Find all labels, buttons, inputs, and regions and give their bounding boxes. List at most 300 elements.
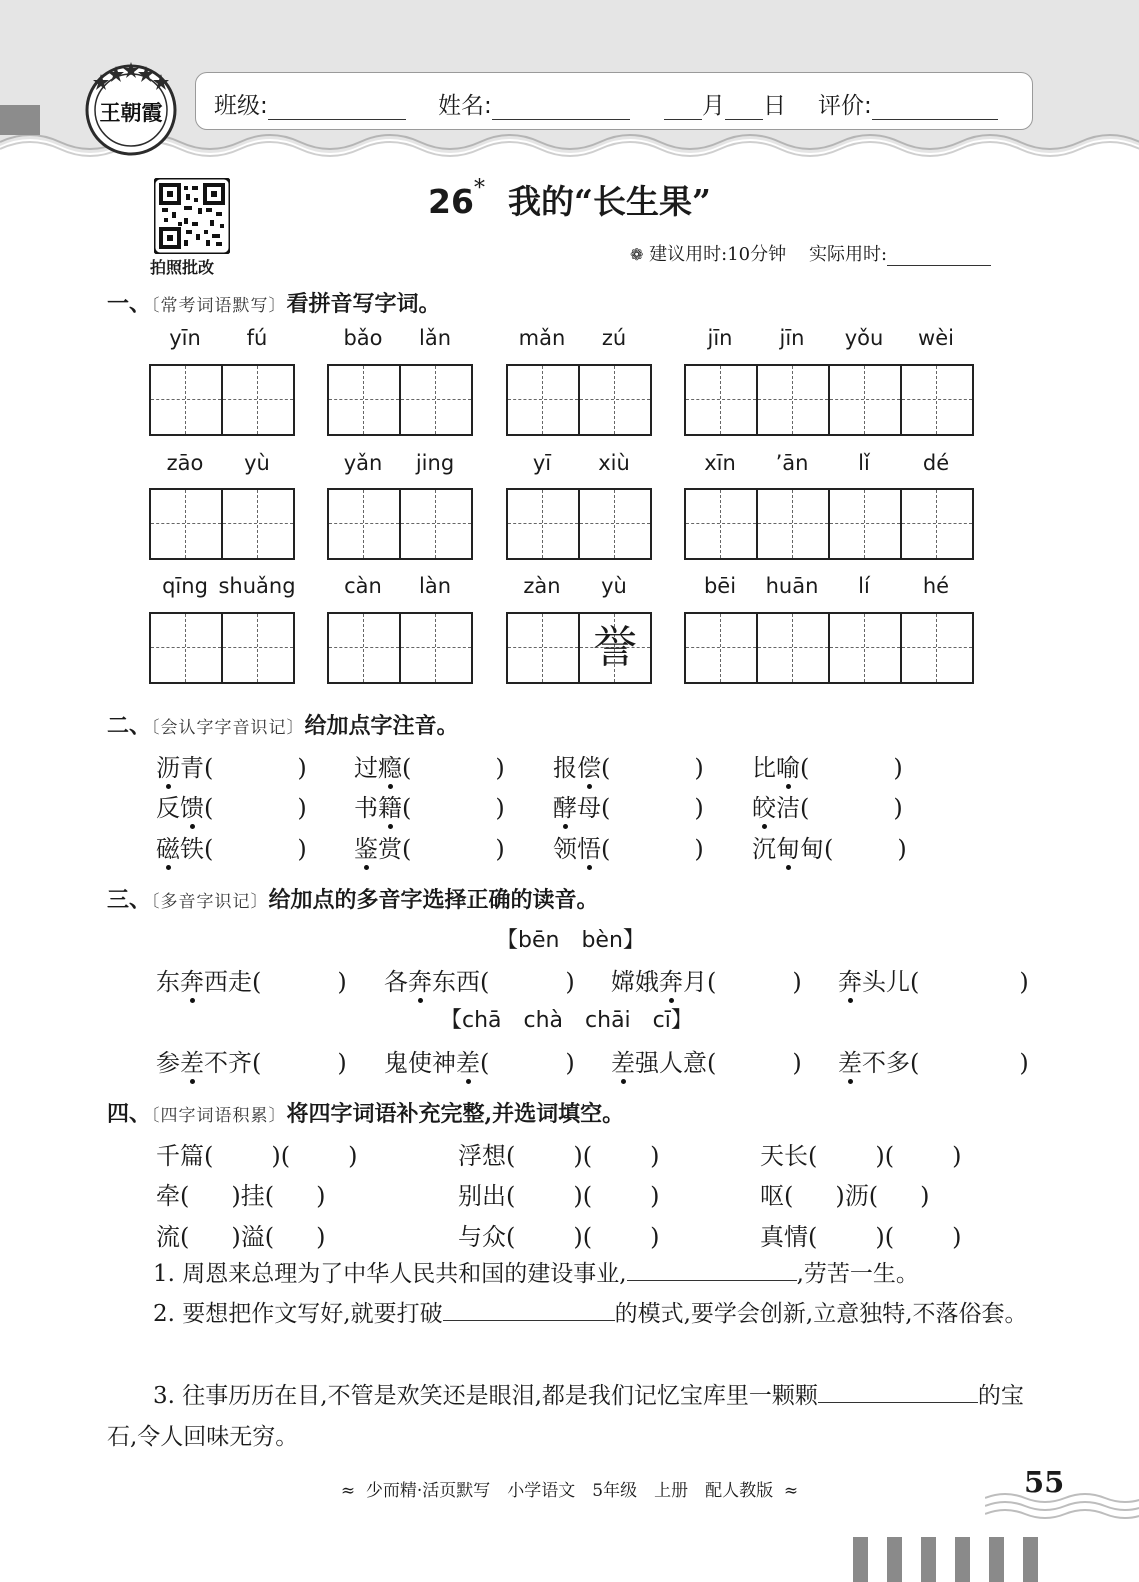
guide-line-horizontal: [508, 647, 578, 648]
paren-close: ): [920, 1182, 930, 1210]
paren-close: ): [316, 1182, 326, 1210]
writing-cell[interactable]: [508, 614, 578, 682]
pinyin-syllable: yǒu: [844, 326, 884, 350]
writing-cell[interactable]: [329, 490, 399, 558]
actual-time-label: 实际用时:: [809, 244, 888, 265]
section-4-instruction: 将四字词语补充完整,并选词填空。: [286, 1101, 625, 1127]
pinyin-syllable: yīn: [169, 326, 201, 350]
writing-grid[interactable]: [684, 612, 974, 684]
paren-close: ): [337, 968, 347, 996]
dotted-character: 磁: [156, 829, 180, 864]
guide-line-horizontal: [902, 647, 972, 648]
idiom-item: [760, 1217, 962, 1252]
word-item: [752, 829, 907, 864]
word-item: [156, 788, 307, 823]
writing-grid[interactable]: [327, 364, 473, 436]
pinyin-syllable: zú: [601, 326, 627, 350]
writing-cell[interactable]: [900, 490, 972, 558]
footer-bar: [921, 1537, 936, 1582]
paren-open: (: [910, 968, 920, 996]
word-prefix: 反: [156, 794, 180, 822]
word-item: [553, 748, 704, 783]
writing-cell[interactable]: [329, 614, 399, 682]
guide-line-horizontal: [151, 399, 221, 400]
paren-close: ): [495, 835, 505, 863]
paren-open: (: [800, 794, 810, 822]
paren-close: ): [573, 1142, 583, 1170]
writing-cell[interactable]: [221, 614, 293, 682]
paren-open: (: [707, 968, 717, 996]
paren-open: (: [204, 794, 214, 822]
guide-line-vertical: [936, 490, 937, 558]
guide-line-vertical: [614, 490, 615, 558]
sentence-1-before: 1. 周恩来总理为了中华人民共和国的建设事业,: [153, 1261, 627, 1287]
word-item: [354, 788, 505, 823]
paren-open: (: [784, 1182, 794, 1210]
writing-cell[interactable]: [329, 366, 399, 434]
word-prefix: 书: [354, 794, 378, 822]
pinyin-syllable: dé: [922, 451, 950, 475]
guide-line-vertical: [257, 614, 258, 682]
paren-open: (: [808, 1142, 818, 1170]
writing-cell[interactable]: [686, 614, 756, 682]
paren-open: (: [264, 1182, 275, 1210]
paren-open: (: [506, 1142, 516, 1170]
idiom-given-part: 天长: [760, 1142, 808, 1170]
paren-close: ): [897, 835, 907, 863]
lesson-star: *: [473, 176, 485, 201]
guide-line-vertical: [542, 490, 543, 558]
writing-cell[interactable]: [828, 366, 900, 434]
guide-line-horizontal: [329, 399, 399, 400]
guide-line-horizontal: [580, 523, 650, 524]
section-2-instruction: 给加点字注音。: [304, 713, 459, 739]
writing-grid[interactable]: [506, 364, 652, 436]
writing-cell[interactable]: [828, 490, 900, 558]
guide-line-vertical: [185, 490, 186, 558]
paren-close: ): [893, 794, 903, 822]
idiom-given-part: 呕: [760, 1182, 784, 1210]
footer-bar: [989, 1537, 1004, 1582]
writing-grid[interactable]: [506, 612, 652, 684]
word-item: [156, 962, 347, 997]
writing-cell[interactable]: [399, 614, 471, 682]
word-suffix: 青: [180, 754, 204, 782]
guide-line-vertical: [936, 614, 937, 682]
writing-cell[interactable]: [900, 366, 972, 434]
word-item: [611, 1043, 802, 1078]
guide-line-horizontal: [401, 523, 471, 524]
word-item: [553, 788, 704, 823]
paren-close: ): [650, 1142, 660, 1170]
idiom-item: [156, 1217, 326, 1252]
writing-grid[interactable]: [327, 488, 473, 560]
pinyin-syllable: jīn: [779, 326, 805, 350]
writing-cell[interactable]: [221, 490, 293, 558]
paren-close: ): [694, 794, 704, 822]
paren-open: (: [506, 1182, 516, 1210]
guide-line-vertical: [363, 614, 364, 682]
idiom-given-part: 流: [156, 1223, 180, 1251]
paren-open: (: [808, 1223, 818, 1251]
guide-line-vertical: [720, 614, 721, 682]
word-item: [384, 962, 575, 997]
section-1-instruction: 看拼音写字词。: [286, 291, 441, 317]
sentence-3-after: 的宝石,令人回味无穷。: [107, 1383, 1024, 1450]
paren-open: (: [582, 1142, 593, 1170]
paren-open: (: [884, 1142, 895, 1170]
guide-line-vertical: [542, 614, 543, 682]
paren-open: (: [264, 1223, 275, 1251]
guide-line-horizontal: [329, 647, 399, 648]
dotted-character: 差: [456, 1043, 480, 1078]
writing-grid[interactable]: [327, 612, 473, 684]
writing-grid[interactable]: [684, 364, 974, 436]
paren-open: (: [280, 1142, 291, 1170]
paren-open: (: [884, 1223, 895, 1251]
idiom-item: [156, 1176, 326, 1211]
pinyin-syllable: lí: [858, 574, 870, 598]
paren-open: (: [480, 968, 490, 996]
qr-caption: 拍照批改: [150, 258, 215, 277]
student-info-box: [195, 72, 1033, 130]
class-label: 班级:: [214, 93, 268, 119]
footer-bar: [887, 1537, 902, 1582]
paren-close: ): [1019, 1049, 1029, 1077]
guide-line-vertical: [864, 490, 865, 558]
dotted-character: 酵: [553, 788, 577, 823]
word-suffix: 母: [577, 794, 601, 822]
day-label: 日: [763, 93, 786, 119]
guide-line-vertical: [185, 614, 186, 682]
dotted-character: 差: [838, 1043, 862, 1078]
paren-open: (: [868, 1182, 879, 1210]
footer-bar: [853, 1537, 868, 1582]
idiom-given-part: 千篇: [156, 1142, 204, 1170]
paren-close: ): [875, 1223, 885, 1251]
pinyin-syllable: shuǎng: [218, 574, 296, 598]
sentence-2-blank[interactable]: [443, 1294, 615, 1321]
footer: [0, 1476, 1139, 1501]
paren-open: (: [204, 1142, 214, 1170]
evaluation-input-line[interactable]: [872, 95, 998, 120]
writing-cell[interactable]: [686, 490, 756, 558]
dotted-character: 奔: [659, 962, 683, 997]
idiom-item: [760, 1136, 962, 1171]
pinyin-syllable: fú: [246, 326, 268, 350]
dotted-character: 瘾: [378, 748, 402, 783]
pinyin-syllable: yù: [244, 451, 270, 475]
word-prefix: 沉: [752, 835, 776, 863]
paren-close: ): [297, 754, 307, 782]
writing-grid[interactable]: [149, 488, 295, 560]
pinyin-syllable: huān: [765, 574, 819, 598]
dotted-character: 悟: [577, 829, 601, 864]
idiom-given-part: 别出: [458, 1182, 506, 1210]
pinyin-syllable: jing: [415, 451, 455, 475]
paren-close: ): [297, 835, 307, 863]
sentence-3-before: 3. 往事历历在目,不管是欢笑还是眼泪,都是我们记忆宝库里一颗颗: [153, 1383, 818, 1409]
guide-line-horizontal: [401, 647, 471, 648]
paren-open: (: [402, 794, 412, 822]
paren-open: (: [180, 1182, 190, 1210]
guide-line-vertical: [864, 366, 865, 434]
paren-open: (: [601, 794, 611, 822]
pinyin-syllable: zāo: [166, 451, 204, 475]
writing-cell[interactable]: [151, 614, 221, 682]
writing-cell[interactable]: [151, 490, 221, 558]
word-suffix: 西走: [204, 968, 252, 996]
idiom-given-part: 浮想: [458, 1142, 506, 1170]
writing-cell[interactable]: [151, 366, 221, 434]
word-item: [752, 748, 903, 783]
wave-left-icon: ≈: [340, 1481, 356, 1501]
guide-line-vertical: [792, 614, 793, 682]
dotted-character: 皎: [752, 788, 776, 823]
day-input-line[interactable]: [725, 95, 763, 120]
writing-grid[interactable]: [684, 488, 974, 560]
lesson-number: 26: [428, 182, 474, 221]
paren-open: (: [800, 754, 810, 782]
paren-open: (: [601, 754, 611, 782]
writing-grid[interactable]: [506, 488, 652, 560]
paren-open: (: [707, 1049, 717, 1077]
name-label: 姓名:: [438, 93, 492, 119]
pinyin-syllable: mǎn: [518, 326, 566, 350]
word-item: [354, 748, 505, 783]
fill-sentence-1: [107, 1254, 1032, 1295]
guide-line-horizontal: [758, 523, 828, 524]
name-input-line[interactable]: [492, 95, 630, 120]
writing-cell[interactable]: [578, 490, 650, 558]
word-prefix: 领: [553, 835, 577, 863]
paren-close: ): [573, 1182, 583, 1210]
section-4-number: 四、: [107, 1101, 152, 1127]
pinyin-syllable: càn: [344, 574, 382, 598]
guide-line-vertical: [614, 366, 615, 434]
guide-line-horizontal: [830, 399, 900, 400]
guide-line-vertical: [435, 366, 436, 434]
writing-cell[interactable]: [756, 490, 828, 558]
writing-grid[interactable]: [149, 364, 295, 436]
paren-close: ): [495, 754, 505, 782]
word-item: [156, 1043, 347, 1078]
guide-line-horizontal: [686, 399, 756, 400]
word-suffix: 甸: [800, 835, 824, 863]
dotted-character: 馈: [180, 788, 204, 823]
idiom-given-part: 沥: [844, 1182, 869, 1210]
section-2-tag: 〔会认字字音识记〕: [151, 718, 305, 738]
idiom-item: [458, 1176, 660, 1211]
word-suffix: 头儿: [862, 968, 910, 996]
guide-line-horizontal: [686, 523, 756, 524]
guide-line-vertical: [435, 490, 436, 558]
paren-open: (: [506, 1223, 516, 1251]
writing-cell[interactable]: [578, 614, 650, 682]
dotted-character: 奔: [838, 962, 862, 997]
section-4-tag: 〔四字词语积累〕: [151, 1106, 287, 1126]
word-suffix: 不齐: [204, 1049, 252, 1077]
writing-cell[interactable]: [686, 366, 756, 434]
word-item: [838, 962, 1029, 997]
paren-close: ): [694, 754, 704, 782]
paren-close: ): [792, 1049, 802, 1077]
guide-line-horizontal: [686, 647, 756, 648]
footer-bar: [955, 1537, 970, 1582]
guide-line-vertical: [185, 366, 186, 434]
pronunciation-options-ben: 【bēn bèn】: [496, 928, 645, 953]
paren-close: ): [893, 754, 903, 782]
pinyin-syllable: hé: [922, 574, 950, 598]
paren-close: ): [565, 1049, 575, 1077]
guide-line-horizontal: [508, 523, 578, 524]
idiom-given-part: 与众: [458, 1223, 506, 1251]
footer-text: 少而精·活页默写 小学语文 5年级 上册 配人教版: [365, 1481, 774, 1501]
dotted-character: 喻: [776, 748, 800, 783]
guide-line-vertical: [792, 490, 793, 558]
paren-open: (: [402, 835, 412, 863]
pinyin-syllable: xīn: [704, 451, 736, 475]
pinyin-syllable: bēi: [703, 574, 737, 598]
guide-line-horizontal: [223, 647, 293, 648]
word-suffix: 洁: [776, 794, 800, 822]
month-input-line[interactable]: [664, 95, 702, 120]
guide-line-vertical: [257, 490, 258, 558]
word-item: [752, 788, 903, 823]
footer-bar: [1023, 1537, 1038, 1582]
class-input-line[interactable]: [268, 95, 406, 120]
word-prefix: 东: [156, 968, 180, 996]
guide-line-horizontal: [508, 399, 578, 400]
guide-line-horizontal: [902, 523, 972, 524]
pinyin-syllable: ’ān: [775, 451, 809, 475]
guide-line-vertical: [435, 614, 436, 682]
sentence-2-after: 的模式,要学会创新,立意独特,不落俗套。: [614, 1301, 1028, 1327]
writing-cell[interactable]: [900, 614, 972, 682]
writing-cell[interactable]: [221, 366, 293, 434]
actual-time-input-line[interactable]: [887, 245, 991, 266]
dotted-character: 差: [611, 1043, 635, 1078]
word-suffix: 赏: [378, 835, 402, 863]
guide-line-horizontal: [758, 399, 828, 400]
section-3-number: 三、: [107, 887, 152, 913]
guide-line-horizontal: [830, 647, 900, 648]
word-prefix: 报: [553, 754, 577, 782]
section-3-tag: 〔多音字识记〕: [151, 892, 269, 912]
idiom-given-part: 牵: [156, 1182, 180, 1210]
paren-close: ): [650, 1223, 660, 1251]
paren-close: ): [1019, 968, 1029, 996]
writing-cell[interactable]: [578, 366, 650, 434]
word-prefix: 嫦娥: [611, 968, 659, 996]
paren-close: ): [231, 1223, 241, 1251]
writing-grid[interactable]: [149, 612, 295, 684]
guide-line-vertical: [792, 366, 793, 434]
paren-open: (: [204, 754, 214, 782]
pinyin-syllable: lǐ: [858, 451, 870, 475]
word-suffix: 不多: [862, 1049, 910, 1077]
pinyin-syllable: bǎo: [343, 326, 383, 350]
paren-open: (: [480, 1049, 490, 1077]
dotted-character: 奔: [180, 962, 204, 997]
pinyin-syllable: yī: [532, 451, 552, 475]
guide-line-vertical: [257, 366, 258, 434]
word-item: [156, 748, 307, 783]
word-suffix: 月: [683, 968, 707, 996]
dotted-character: 鉴: [354, 829, 378, 864]
word-suffix: 铁: [180, 835, 204, 863]
paren-close: ): [835, 1182, 845, 1210]
sentence-3-blank[interactable]: [818, 1376, 978, 1403]
word-item: [156, 829, 307, 864]
writing-cell[interactable]: [508, 366, 578, 434]
idiom-given-part: 挂: [240, 1182, 265, 1210]
paren-close: ): [348, 1142, 358, 1170]
word-item: [611, 962, 802, 997]
pronunciation-options-cha: 【chā chà chāi cī】: [440, 1008, 693, 1033]
paren-open: (: [204, 835, 214, 863]
pinyin-syllable: yǎn: [343, 451, 383, 475]
word-prefix: 各: [384, 968, 408, 996]
guide-line-horizontal: [223, 399, 293, 400]
time-row: [630, 240, 991, 266]
section-2-number: 二、: [107, 713, 152, 739]
writing-cell[interactable]: [828, 614, 900, 682]
guide-line-vertical: [864, 614, 865, 682]
section-1-number: 一、: [107, 291, 152, 317]
paren-close: ): [316, 1223, 326, 1251]
pinyin-syllable: yù: [601, 574, 627, 598]
fill-sentence-3: [107, 1376, 1032, 1458]
idiom-item: [760, 1176, 930, 1211]
writing-cell[interactable]: [756, 614, 828, 682]
paren-open: (: [910, 1049, 920, 1077]
paren-open: (: [180, 1223, 190, 1251]
page-number: 55: [1024, 1465, 1065, 1499]
dotted-character: 奔: [408, 962, 432, 997]
guide-line-vertical: [363, 366, 364, 434]
section-1-heading: [107, 287, 441, 318]
sentence-1-blank[interactable]: [627, 1254, 797, 1281]
section-3-instruction: 给加点的多音字选择正确的读音。: [268, 887, 599, 913]
paren-close: ): [565, 968, 575, 996]
guide-line-horizontal: [401, 399, 471, 400]
idiom-item: [156, 1136, 358, 1171]
writing-cell[interactable]: [756, 366, 828, 434]
word-item: [354, 829, 505, 864]
paren-close: ): [573, 1223, 583, 1251]
paren-open: (: [601, 835, 611, 863]
writing-cell[interactable]: [399, 490, 471, 558]
guide-line-vertical: [936, 366, 937, 434]
idiom-item: [458, 1217, 660, 1252]
guide-line-vertical: [720, 366, 721, 434]
word-prefix: 鬼使神: [384, 1049, 456, 1077]
guide-line-vertical: [363, 490, 364, 558]
guide-line-vertical: [720, 490, 721, 558]
paren-close: ): [792, 968, 802, 996]
writing-cell[interactable]: [508, 490, 578, 558]
guide-line-horizontal: [830, 523, 900, 524]
word-item: [553, 829, 704, 864]
paren-close: ): [650, 1182, 660, 1210]
pinyin-syllable: jīn: [707, 326, 733, 350]
section-1-tag: 〔常考词语默写〕: [151, 296, 287, 316]
lesson-title: [0, 176, 1139, 223]
writing-cell[interactable]: [399, 366, 471, 434]
guide-line-horizontal: [151, 523, 221, 524]
paren-open: (: [402, 754, 412, 782]
